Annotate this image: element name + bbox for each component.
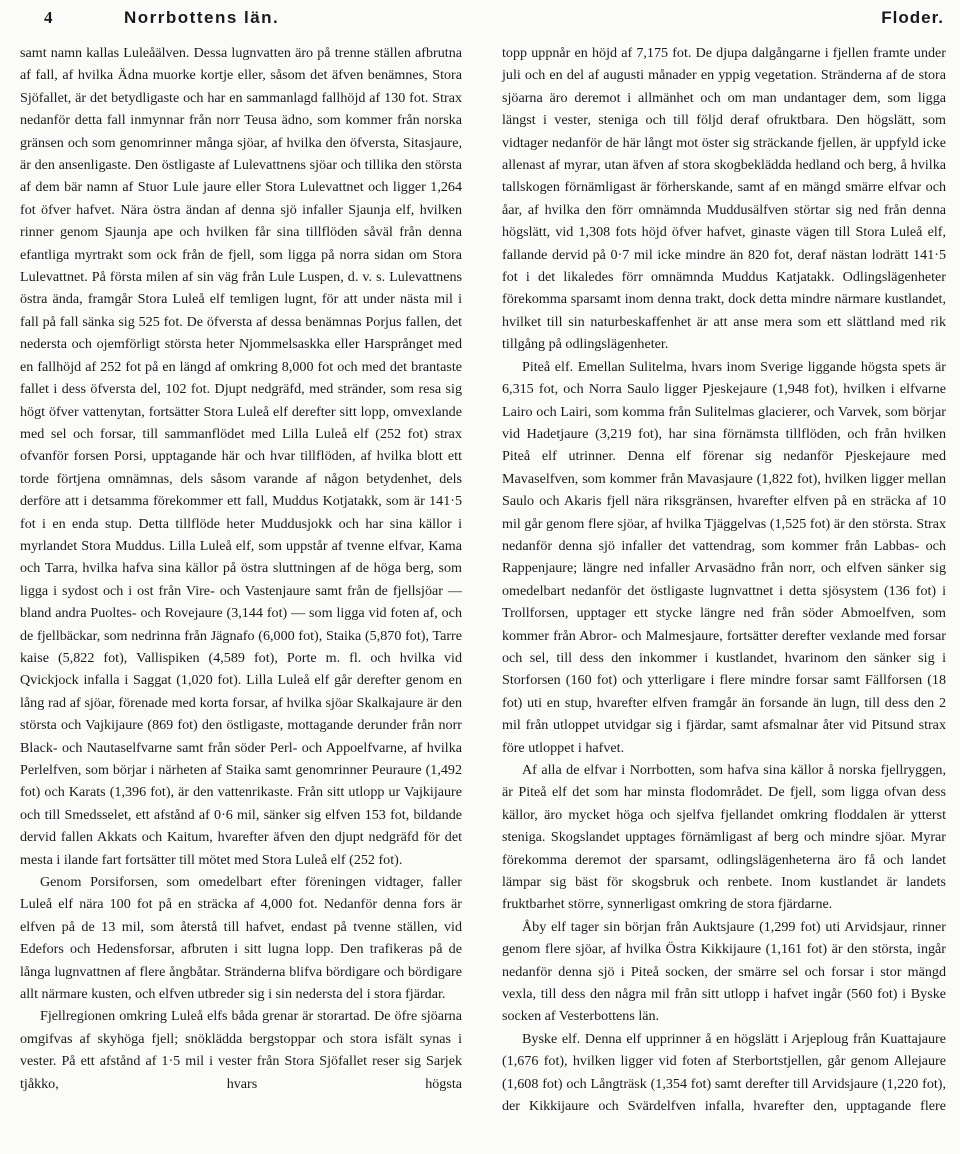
paragraph: Af alla de elfvar i Norrbotten, som hafva sina källor å norska fjellryggen, är Piteå elf det som har minsta flodområdet. De fjell, som ligga ofvan dess källor, äro mycket höga och sjelfva fjellandet omkring floddalen är ytterst steniga. Skogslandet upptages förnämligast af berg och mindre sjöar. Myrar förekomma deremot der sparsamt, odlingslägenheterna äro få och landet lämpar sig bäst för skogsbruk och renbete. Inom kustlandet är landets fruktbarhet större, synnerligast omkring de stora fjärdarne. [502,762,946,913]
paragraph: topp uppnår en höjd af 7,175 fot. De djupa dalgångarne i fjellen framte under juli och en del af augusti månader en yppig vegetation. Stränderna af de stora sjöarna äro deremot i allmänhet och om man undantager dem, som ligga längst i vester, steniga och till följd deraf ofruktbara. Den högslätt, som vidtager nedanför de här långt mot öster sig sträckande fjellen, är uppfyld icke allenast af myrar, utan äfven af stora skogbeklädda hedland och berg, å hvilka tallskogen förnämligast är förherskande, samt af en mängd smärre elfvar och åar, af hvilka den förr omnämnda Muddusälfven störtar sig ned från denna högslätt, vid 1,308 fots höjd öfver hafvet, ginaste vägen till Stora Luleå elf, fallande dervid på 0·7 mil icke mindre än 820 fot, deraf nästan lodrätt 141·5 fot i det likaledes förr omnämnda Muddus Katjatakk. Odlingslägenheter förekomma sparsamt inom denna trakt, dock detta mindre närmare kustlandet, hvilket till sin naturbeskaffenhet är att anse mera som ett slättland med rik tillgång på odlingslägenheter. [502,45,946,353]
running-title: Norrbottens län. [124,8,280,27]
paragraph: Byske elf. Denna elf upprinner å en högslätt i Arjeploug från Kuattajaure (1,676 fot), hvilken ligger vid foten af Sterbortstjellen, går genom Allejaure (1,608 fot) och Långträsk (1,354 fot) samt derefter till Arvidsjaure (1,220 fot), der Kikkijaure och Svärdelfven infalla, hvarefter den, upptagande flere [502,1030,946,1115]
left-column [20,42,462,1095]
paragraph: Piteå elf. Emellan Sulitelma, hvars inom Sverige liggande högsta spets är 6,315 fot, och Norra Saulo ligger Pjeskejaure (1,948 fot), hvilken i elfvarne Lairo och Lairi, som komma från Sulitelmas glacierer, och Varvek, som börjar vid Hadetjaure (3,219 fot), har sina förnämsta tillflöden, och från hvilken Piteå elf utrinner. Denna elf förenar sig nedanför Pjeskejaure med Mavaselfven, som kommer från Mavasjaure (1,822 fot), hvilken ligger mellan Saulo och Akaris fjell nära riksgränsen, hvarefter elfven på en sträcka af 10 mil går genom flere sjöar, af hvilka Tjäggelvas (1,525 fot) är den största. Strax nedanför denna sjö infaller det vattendrag, som kommer från Labbas- och Rappenjaure; längre ned infaller Arvasädno från norr, och elfven sänker sig omedelbart nedanför det östligaste lugnvattnet i detta sjösystem (136 fot) i Trollforsen, upptager ett stycke längre ned från söder Abmoelfven, som kommer från Abror- och Malmesjaure, fortsätter derefter vexlande med forsar och sel, till dess den inkommer i kustlandet, hvarinom den sänker sig i Storforsen (160 fot) och ytterligare i flere mindre forsar samt Fällforsen (18 fot) uti en stup, hvarefter elfven framgår än forsande än lugn, till dess den 2 mil från utloppet utvidgar sig i fjärdar, samt afsmalnar åter vid Pitsund strax före utloppet i hafvet. [502,358,946,756]
paragraph: Genom Porsiforsen, som omedelbart efter föreningen vidtager, faller Luleå elf nära 100 fot på en sträcka af 4,000 fot. Nedanför denna fors är elfven på de 13 mil, som återstå till hafvet, endast på tvenne ställen, vid Edefors och Hedensforsar, afbruten i sitt lugna lopp. Den trafikeras på de långa lugnvattnen af flere ångbåtar. Stränderna blifva bördigare och bördigare allt närmare kusten, och elfven utbreder sig i sin nedersta del i stora fjärdar. [20,874,462,1003]
section-title: Floder. [881,8,944,27]
paragraph: Åby elf tager sin början från Auktsjaure (1,299 fot) uti Arvidsjaur, rinner genom flere sjöar, af hvilka Östra Kikkijaure (1,161 fot) är den största, ingår nedanför denna sjö i Piteå socken, der smärre sel och forsar i stor mängd vexla, till dess den några mil från sitt utlopp i hafvet ingår (560 fot) i Byske socken af Vesterbottens län. [502,918,946,1025]
running-header [0,6,960,32]
page-number: 4 [44,8,53,27]
paragraph: samt namn kallas Luleåälven. Dessa lugnvatten äro på trenne ställen afbrutna af fall, af hvilka Ädna muorke kortje eller, såsom det äfven benämnes, Stora Sjöfallet, är det betydligaste och har en sammanlagd fallhöjd af 130 fot. Strax nedanför detta fall inmynnar från norr Teusa ädno, som kommer från norska gränsen och som genomrinner många sjöar, af hvilka den öfversta, Sitasjaure, är den ansenligaste. Den östligaste af Lulevattnens sjöar och tillika den största af dem bär namn af Stuor Lule jaure eller Stora Lulevattnet och ligger 1,264 fot öfver hafvet. Nära östra ändan af denna sjö infaller Sjaunja elf, hvilken rinner genom Sjaunja ape och hvilken får sina tillflöden såväl från denna efantliga myrtrakt som ock från de fjell, som ligga på norra sidan om Stora Lulevattnet. På första milen af sin väg från Lule Luspen, d. v. s. Lulevattnens östra ända, framgår Stora Luleå elf temligen lugnt, för att under nästa mil i fall på fall sänka sig 525 fot. De öfversta af dessa benämnas Porjus fallen, det nedersta och ojemförligt största heter Njommelsaskka eller Harsprånget med en fallhöjd af 252 fot på en längd af omkring 8,000 fot och med det brantaste fallet i dess öfversta del, 102 fot. Djupt nedgräfd, med stränder, som resa sig högt öfver vattenytan, fortsätter Stora Luleå elf derefter sitt lopp, omvexlande med sel och forsar, till sammanflödet med Lilla Luleå elf (252 fot) strax ofvanför forsen Porsi, upptagande här och hvar tillflöden, af hvilka blott ett torde förtjena omnämnas, dels såsom varande af någon betydenhet, dels derföre att i detsamma förekommer ett fall, Muddus Kotjatakk, som är 141·5 fot i en enda stup. Detta tillflöde heter Muddusjokk och har sina källor i myrlandet Stora Muddus. Lilla Luleå elf, som uppstår af tvenne elfvar, Kama och Tarra, hvilka hafva sina källor på östra sluttningen af de höga berg, som ligga i sydost och i ost från Vire- och Vastenjaure samt från de fjellsjöar — bland andra Puoltes- och Rovejaure (3,144 fot) — som ligga vid foten af, och de fjellbäckar, som nedrinna från Jägnafo (6,000 fot), Staika (5,870 fot), Tarre kaise (5,822 fot), Vallispiken (4,589 fot), Porte m. fl. och hvilka vid Qvickjock infalla i Saggat (1,020 fot). Lilla Luleå elf går derefter genom en lång rad af sjöar, förenade med korta forsar, af hvilka sjöar Skalkajaure är den största och Vajkijaure (869 fot) den östligaste, mottagande derunder från norr Black- och Nautaselfvarne samt från söder Perl- och Appoelfvarne, af hvilka Perlelfven, som börjar i närheten af Staika samt genomrinner Peuraure (1,492 fot) och Karats (1,396 fot), är den vattenrikaste. Från sitt utlopp ur Vajkijaure och till Smedsselet, ett afstånd af 0·6 mil, sänker sig elfven 153 fot, bildande dervid fallen Akkats och Kaitum, hvarefter äfven den djupt nedgräfd för det mesta i ilande fart fortsätter till mötet med Stora Luleå elf (252 fot). [20,45,462,868]
right-column [502,42,946,1118]
paragraph: Fjellregionen omkring Luleå elfs båda grenar är storartad. De öfre sjöarna omgifvas af skyhöga fjell; snöklädda bergstoppar och stora isfält synas i vester. På ett afstånd af 1·5 mil i vester från Stora Sjöfallet reser sig Sarjek tjåkko, hvars högsta [20,1008,462,1092]
